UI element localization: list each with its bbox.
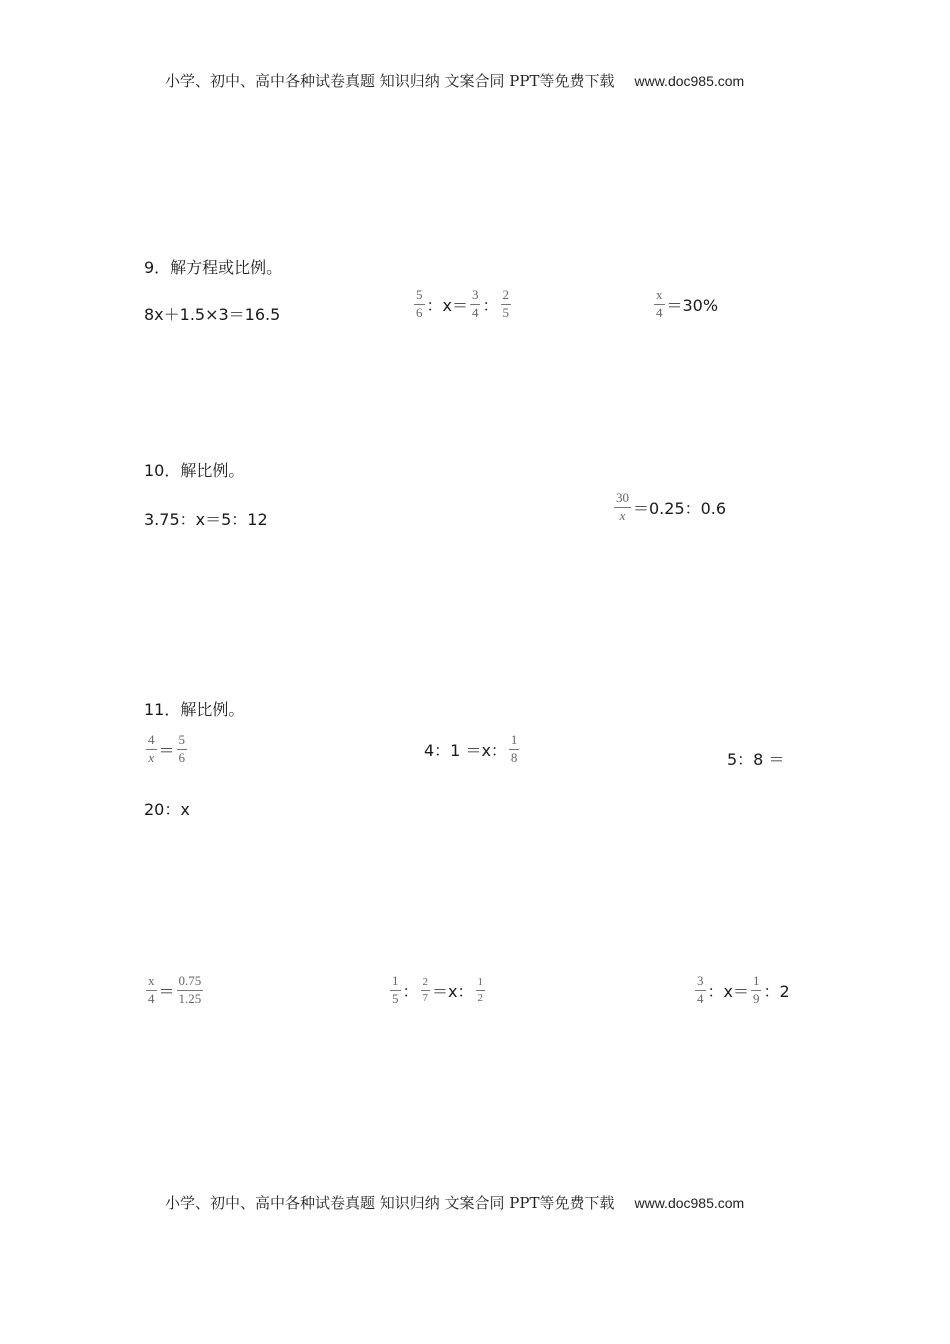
fraction: $\frac{0.75}{1.25}$	[178, 973, 202, 1006]
q10-title: 10．解比例。	[144, 461, 245, 480]
fraction: $\frac{5}{6}$	[178, 732, 186, 765]
fraction: $\frac{1}{5}$	[392, 973, 399, 1006]
q9-equation-2: $\frac{5}{6}$ ：x＝ $\frac{3}{4}$ ： $\frac{2}{5}$	[416, 287, 509, 320]
fraction: $\frac{2}{5}$	[502, 287, 509, 320]
page-footer	[165, 1192, 744, 1213]
q10-equation-2: $\frac{30}{x}$ ＝0.25：0.6	[616, 490, 727, 523]
fraction: $\frac{30}{x}$	[616, 490, 629, 523]
q11-title: 11．解比例。	[144, 700, 245, 719]
header-url[interactable]: www.doc985.com	[634, 73, 745, 89]
q9-equation-3: $\frac{x}{4}$ ＝30%	[656, 287, 719, 320]
fraction: $\frac{1}{2}$	[477, 976, 483, 1004]
header-text: 小学、初中、高中各种试卷真题 知识归纳 文案合同 PPT等免费下载	[165, 72, 615, 90]
q11-equation-2: 4：1 ＝x： $\frac{1}{8}$	[424, 732, 518, 765]
fraction: $\frac{3}{4}$	[697, 973, 704, 1006]
q11-equation-1: $\frac{4}{x}$ ＝ $\frac{5}{6}$	[148, 732, 186, 765]
fraction: $\frac{5}{6}$	[416, 287, 423, 320]
footer-text: 小学、初中、高中各种试卷真题 知识归纳 文案合同 PPT等免费下载	[165, 1194, 615, 1212]
fraction: $\frac{1}{9}$	[752, 973, 760, 1006]
footer-url[interactable]: www.doc985.com	[634, 1195, 745, 1211]
fraction: $\frac{x}{4}$	[656, 287, 663, 320]
q11-equation-4: $\frac{x}{4}$ ＝ $\frac{0.75}{1.25}$	[148, 973, 202, 1006]
fraction: $\frac{x}{4}$	[148, 973, 155, 1006]
q9-title: 9．解方程或比例。	[144, 258, 283, 277]
q11-equation-3-part-b: 20：x	[144, 800, 190, 819]
fraction: $\frac{4}{x}$	[148, 732, 155, 765]
q10-equation-1: 3.75：x＝5：12	[144, 510, 268, 529]
fraction: $\frac{3}{4}$	[471, 287, 479, 320]
page-header	[165, 70, 744, 91]
q11-equation-6: $\frac{3}{4}$ ：x＝ $\frac{1}{9}$ ：2	[697, 973, 790, 1006]
fraction: $\frac{2}{7}$	[422, 976, 429, 1004]
q9-equation-1: 8x＋1.5×3＝16.5	[144, 305, 281, 324]
fraction: $\frac{1}{8}$	[510, 732, 518, 765]
q11-equation-5: $\frac{1}{5}$ ： $\frac{2}{7}$ ＝x： $\frac{1}{2}$	[392, 973, 483, 1006]
q11-equation-3-part-a: 5：8 ＝	[727, 750, 785, 769]
